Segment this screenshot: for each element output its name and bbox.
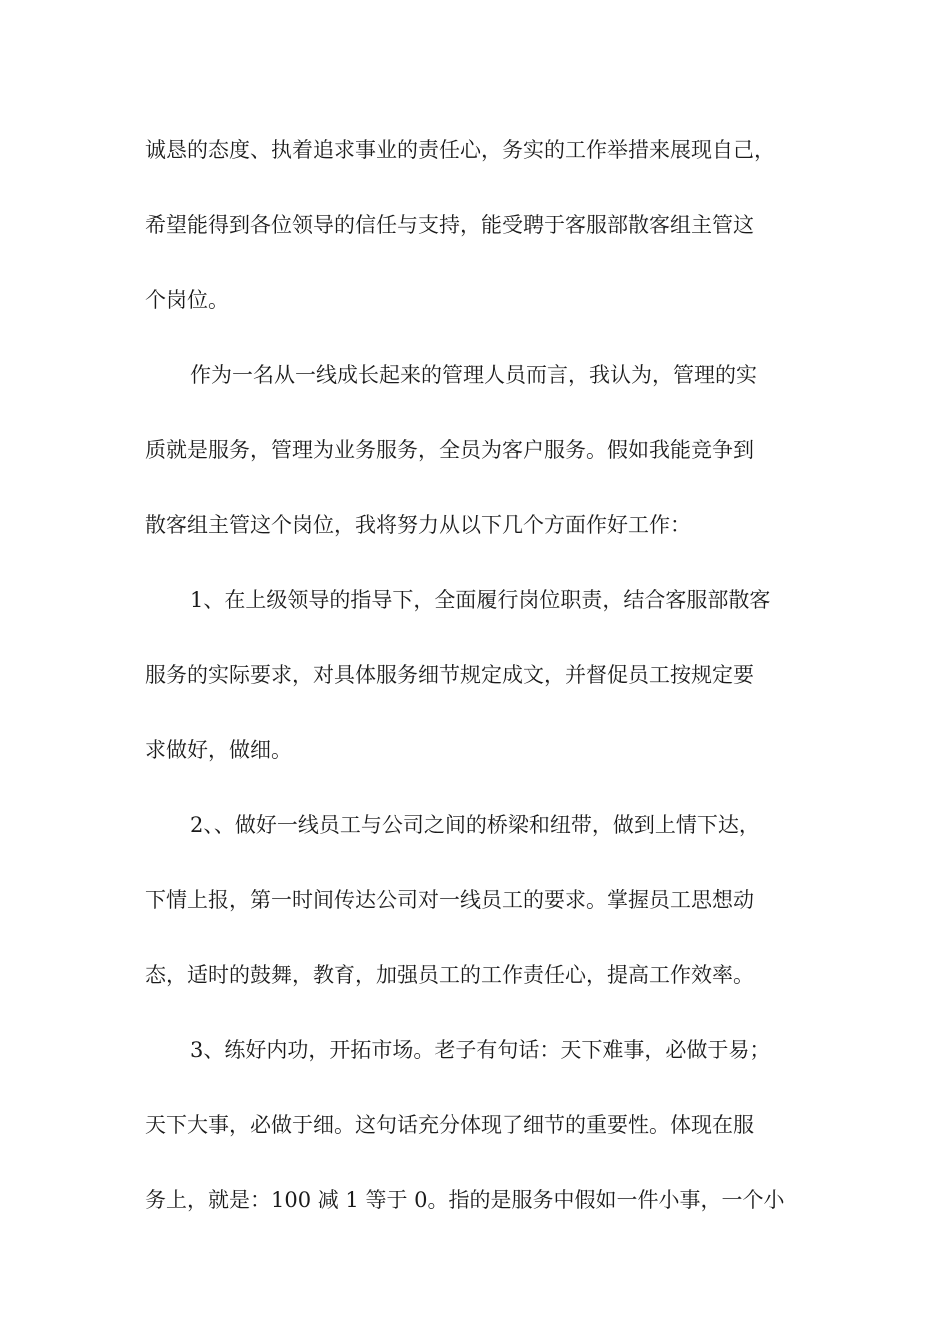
paragraph-start-line: 作为一名从一线成长起来的管理人员而言，我认为，管理的实 — [190, 363, 757, 387]
text-line: 诚恳的态度、执着追求事业的责任心，务实的工作举措来展现自己， — [145, 138, 775, 162]
text-line: 求做好，做细。 — [145, 738, 292, 762]
paragraph-start-line: 3、练好内功，开拓市场。老子有句话：天下难事，必做于易； — [190, 1038, 771, 1062]
text-line: 质就是服务，管理为业务服务，全员为客户服务。假如我能竞争到 — [145, 438, 754, 462]
text-line: 态，适时的鼓舞，教育，加强员工的工作责任心，提高工作效率。 — [145, 963, 754, 987]
paragraph-start-line: 1、在上级领导的指导下，全面履行岗位职责，结合客服部散客 — [190, 588, 771, 612]
text-line: 天下大事，必做于细。这句话充分体现了细节的重要性。体现在服 — [145, 1113, 754, 1137]
text-line: 希望能得到各位领导的信任与支持，能受聘于客服部散客组主管这 — [145, 213, 754, 237]
text-line: 散客组主管这个岗位，我将努力从以下几个方面作好工作： — [145, 513, 691, 537]
text-line: 服务的实际要求，对具体服务细节规定成文，并督促员工按规定要 — [145, 663, 754, 687]
paragraph-start-line: 2、、做好一线员工与公司之间的桥梁和纽带，做到上情下达， — [190, 813, 760, 837]
text-line: 务上，就是：100 减 1 等于 0。指的是服务中假如一件小事，一个小 — [145, 1188, 785, 1212]
text-line: 下情上报，第一时间传达公司对一线员工的要求。掌握员工思想动 — [145, 888, 754, 912]
text-line: 个岗位。 — [145, 288, 229, 312]
